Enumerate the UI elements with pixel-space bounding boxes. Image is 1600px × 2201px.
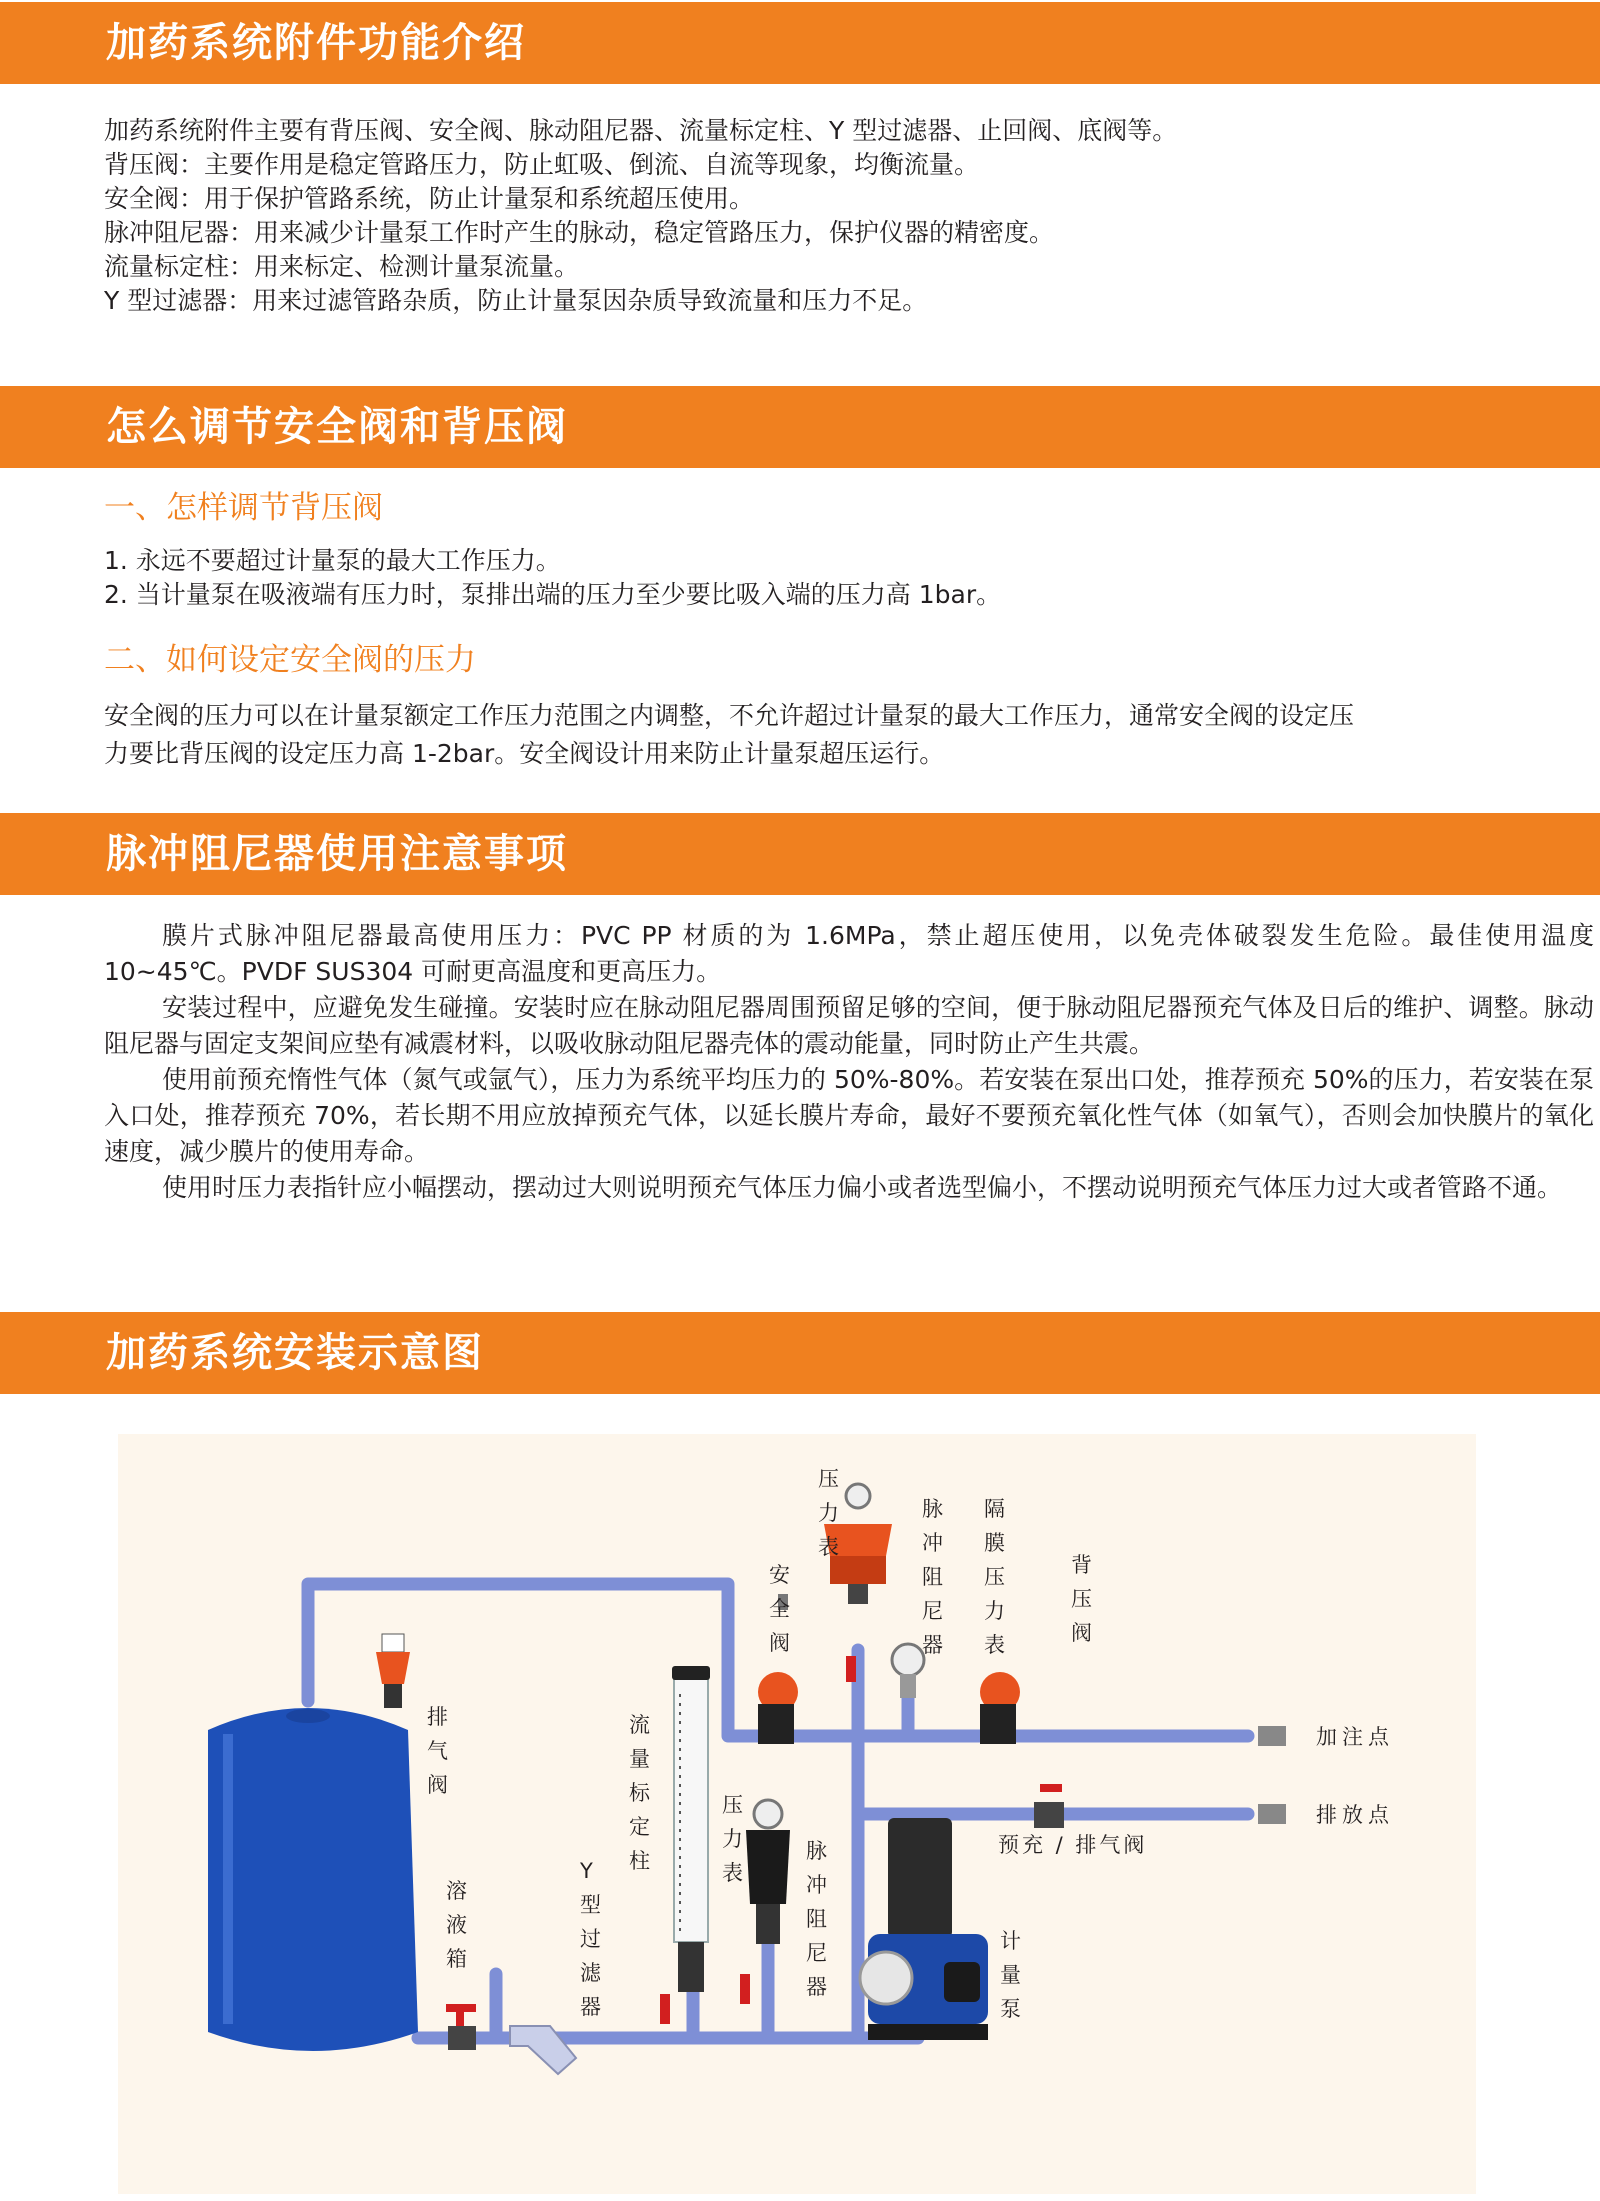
label-solution-tank: 溶液箱 [446, 1879, 467, 1971]
label-injection-point: 加注点 [1316, 1725, 1394, 1749]
diaphragm-gauge [892, 1644, 924, 1698]
subheading-back-pressure: 一、怎样调节背压阀 [104, 490, 383, 526]
section-banner-adjustment [0, 386, 1600, 468]
section-banner-diagram [0, 1312, 1600, 1394]
ball-valve-tank [446, 2004, 476, 2050]
paragraph: 使用时压力表指针应小幅摆动，摆动过大则说明预充气体压力偏小或者选型偏小，不摆动说明预充气体压力过大或者管路不通。 [162, 1173, 1563, 1202]
text-line: 安全阀：用于保护管路系统，防止计量泵和系统超压使用。 [104, 184, 755, 213]
accessories-description [104, 114, 1598, 318]
section-title: 怎么调节安全阀和背压阀 [106, 404, 568, 450]
text-line: 加药系统附件主要有背压阀、安全阀、脉动阻尼器、流量标定柱、Y 型过滤器、止回阀、底阀等。 [104, 116, 1178, 145]
label-safety-valve: 安全阀 [769, 1563, 790, 1655]
section-banner-accessories [0, 2, 1600, 84]
label-pulse-damper-bottom: 脉冲阻尼器 [806, 1839, 827, 1999]
paragraph: 膜片式脉冲阻尼器最高使用压力：PVC PP 材质的为 1.6MPa，禁止超压使用，以免壳体破裂发生危险。最佳使用温度 10~45℃。PVDF SUS304 可耐更高温度和更高压力。 [104, 921, 1594, 986]
safety-valve-text [104, 697, 1598, 773]
text-line: 背压阀：主要作用是稳定管路压力，防止虹吸、倒流、自流等现象，均衡流量。 [104, 150, 980, 179]
back-pressure-valve [980, 1672, 1020, 1744]
injection-point-nozzle [1258, 1726, 1286, 1746]
label-pressure-gauge-top: 压力表 [818, 1467, 839, 1559]
label-y-filter: Y 型过滤器 [580, 1859, 601, 2019]
paragraph: 安装过程中，应避免发生碰撞。安装时应在脉动阻尼器周围预留足够的空间，便于脉动阻尼器预充气体及日后的维护、调整。脉动阻尼器与固定支架间应垫有减震材料，以吸收脉动阻尼器壳体的震动能量，同时防止产生共震。 [104, 993, 1594, 1058]
paragraph: 使用前预充惰性气体（氮气或氩气），压力为系统平均压力的 50%-80%。若安装在泵出口处，推荐预充 50%的压力，若安装在泵入口处，推荐预充 70%，若长期不用应放掉预充气体，以延长膜片寿命，最好不要预充氧化性气体（如氧气），否则会加快膜片的氧化速度，减少膜片的使用寿命。 [104, 1065, 1594, 1166]
calibration-column [660, 1666, 710, 2024]
section-title: 加药系统安装示意图 [106, 1330, 484, 1376]
damper-notes [104, 918, 1594, 1206]
text-line: 安全阀的压力可以在计量泵额定工作压力范围之内调整，不允许超过计量泵的最大工作压力，通常安全阀的设定压 [104, 701, 1355, 730]
label-diaphragm-gauge: 隔膜压力表 [984, 1497, 1005, 1657]
subheading-safety-valve: 二、如何设定安全阀的压力 [104, 642, 476, 678]
text-line: 力要比背压阀的设定压力高 1-2bar。安全阀设计用来防止计量泵超压运行。 [104, 739, 945, 768]
section-title: 加药系统附件功能介绍 [106, 20, 526, 66]
vent-valve [376, 1634, 410, 1708]
text-line: Y 型过滤器：用来过滤管路杂质，防止计量泵因杂质导致流量和压力不足。 [104, 286, 928, 315]
section-title: 脉冲阻尼器使用注意事项 [106, 831, 568, 877]
text-line: 2. 当计量泵在吸液端有压力时，泵排出端的压力至少要比吸入端的压力高 1bar。 [104, 580, 1002, 609]
label-vent-valve: 排气阀 [427, 1705, 448, 1797]
section-banner-damper-notes [0, 813, 1600, 895]
text-line: 流量标定柱：用来标定、检测计量泵流量。 [104, 252, 580, 281]
label-pulse-damper-top: 脉冲阻尼器 [922, 1497, 943, 1657]
label-metering-pump: 计量泵 [1000, 1929, 1021, 2021]
label-back-pressure-valve: 背压阀 [1071, 1553, 1092, 1645]
text-line: 1. 永远不要超过计量泵的最大工作压力。 [104, 546, 561, 575]
solution-tank [208, 1708, 418, 2051]
label-pressure-gauge-bottom: 压力表 [722, 1793, 743, 1885]
diagram-svg [118, 1434, 1476, 2194]
metering-pump [860, 1818, 988, 2040]
label-prefill-vent-valve: 预充 / 排气阀 [998, 1833, 1148, 1857]
drain-point-nozzle [1258, 1804, 1286, 1824]
installation-diagram [118, 1434, 1476, 2194]
label-calibration-column: 流量标定柱 [629, 1713, 650, 1873]
back-pressure-steps [104, 544, 1598, 612]
text-line: 脉冲阻尼器：用来减少计量泵工作时产生的脉动，稳定管路压力，保护仪器的精密度。 [104, 218, 1055, 247]
label-drain-point: 排放点 [1316, 1803, 1394, 1827]
prefill-vent-valve [1034, 1784, 1064, 1828]
